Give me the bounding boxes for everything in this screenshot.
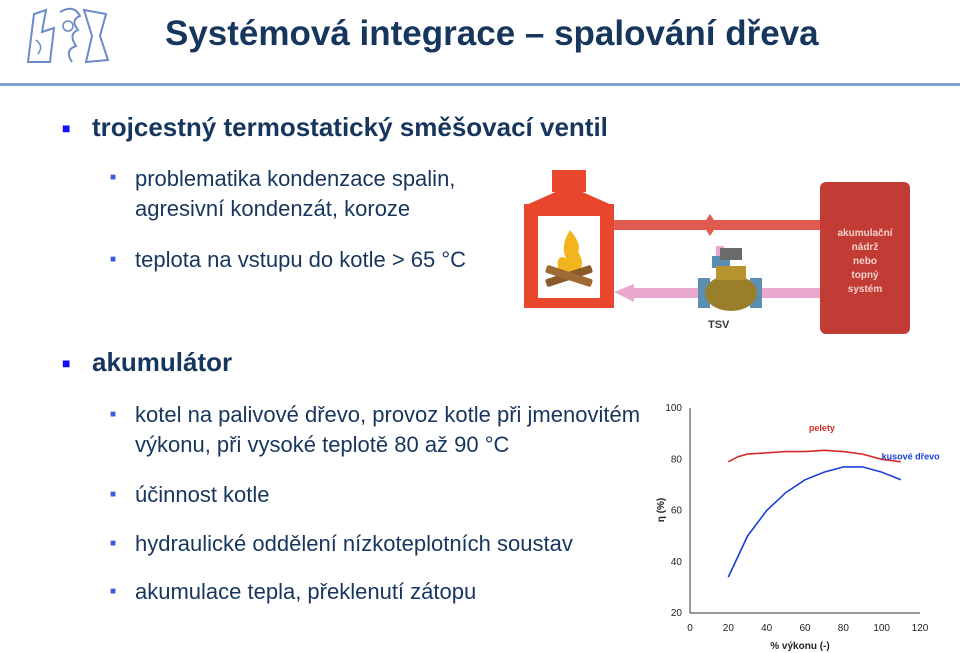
- section-heading-valve: trojcestný termostatický směšovací ventil: [92, 112, 608, 142]
- list-item-line: výkonu, při vysoké teplotě 80 až 90 °C: [135, 432, 510, 457]
- tank-label-line: topný: [851, 270, 879, 281]
- hydraulic-diagram: [520, 168, 916, 340]
- list-item: [135, 400, 640, 460]
- series-line: [728, 450, 901, 462]
- section-heading-accumulator: akumulátor: [92, 347, 233, 377]
- bullet-square-icon: ■: [62, 120, 71, 136]
- series-label: pelety: [808, 423, 835, 434]
- bullet-square-icon: ■: [62, 355, 71, 371]
- x-tick-label: 20: [722, 623, 734, 634]
- y-tick-label: 60: [670, 505, 682, 517]
- list-item: [135, 164, 455, 224]
- list-item-line: problematika kondenzace spalin,: [135, 166, 456, 191]
- x-tick-label: 60: [799, 623, 811, 634]
- y-axis-label: η (%): [656, 497, 667, 523]
- sub-bullet-icon: ■: [110, 538, 117, 549]
- valve-label: TSV: [708, 319, 730, 331]
- sub-bullet-icon: ■: [110, 489, 117, 500]
- series-label: kusové dřevo: [881, 451, 940, 462]
- x-tick-label: 0: [687, 623, 693, 634]
- series-line: [728, 467, 901, 577]
- x-axis-label: % výkonu (-): [770, 641, 830, 652]
- list-item: teplota na vstupu do kotle > 65 °C: [135, 247, 467, 272]
- university-logo: [20, 2, 114, 68]
- y-tick-label: 20: [670, 608, 682, 619]
- sub-bullet-icon: ■: [110, 254, 117, 265]
- y-tick-label: 40: [670, 556, 682, 568]
- return-pipe: [614, 284, 706, 302]
- x-tick-label: 100: [873, 623, 891, 634]
- y-tick-label: 100: [665, 403, 682, 414]
- list-item: akumulace tepla, překlenutí zátopu: [135, 579, 477, 604]
- header-divider: [0, 83, 960, 86]
- supply-pipe: [614, 214, 730, 236]
- sub-bullet-icon: ■: [110, 172, 117, 183]
- tank-label-line: systém: [847, 284, 883, 295]
- tank-label-line: akumulační: [837, 228, 893, 239]
- page-title: Systémová integrace – spalování dřeva: [165, 14, 819, 53]
- sub-bullet-icon: ■: [110, 586, 117, 597]
- x-tick-label: 80: [837, 623, 849, 634]
- valve-icon: [698, 248, 762, 311]
- list-item-line: kotel na palivové dřevo, provoz kotle při jmenovitém: [135, 402, 641, 427]
- tank-label-line: nádrž: [851, 242, 879, 253]
- y-tick-label: 80: [670, 454, 682, 466]
- x-tick-label: 40: [761, 623, 773, 634]
- list-item: hydraulické oddělení nízkoteplotních soustav: [135, 531, 573, 556]
- list-item-line: agresivní kondenzát, koroze: [135, 196, 411, 221]
- list-item: účinnost kotle: [135, 482, 270, 507]
- efficiency-chart: [640, 398, 940, 653]
- tank-label-line: nebo: [853, 256, 877, 267]
- sub-bullet-icon: ■: [110, 409, 117, 420]
- boiler-icon: [524, 170, 614, 308]
- x-tick-label: 120: [911, 623, 929, 634]
